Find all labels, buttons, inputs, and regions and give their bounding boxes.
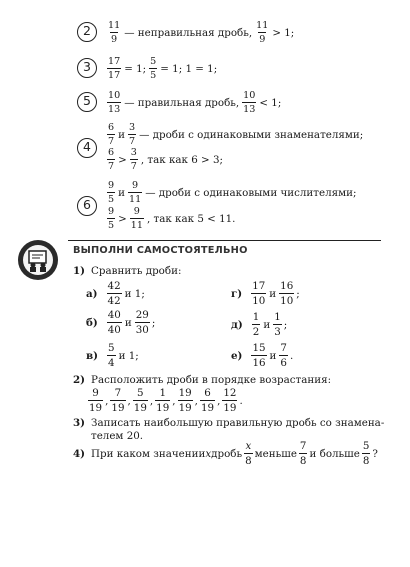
task-1c: в) $\frac{5}{4}$ и 1; [86,342,139,369]
task-1d: г) $\frac{17}{10}$ и $\frac{16}{10}$ ; [231,280,300,307]
task-1b: б) $\frac{40}{40}$ и $\frac{29}{30}$ ; [86,309,156,336]
task-1a: а) $\frac{42}{42}$ и 1; [86,280,145,307]
item-line: $\frac{17}{17}$ = 1; $\frac{5}{5}$ = 1; 1 = 1; [108,56,218,81]
item-marker: 5 [77,92,97,112]
item-marker: 3 [77,58,97,78]
item-line: $\frac{6}{7}$ и $\frac{3}{7}$ — дроби с одинаковыми знаменателями; [108,122,364,147]
task-2-heading: 2) Расположить дроби в порядке возрастания: [73,374,332,386]
section-title: ВЫПОЛНИ САМОСТОЯТЕЛЬНО [73,245,248,256]
fraction: $\frac{11}{9}$ [256,20,269,45]
item-marker: 4 [77,138,97,158]
task-1f: е) $\frac{15}{16}$ и $\frac{7}{6}$ . [231,342,294,369]
item-marker: 2 [77,22,97,42]
item-line: $\frac{9}{5}$ > $\frac{9}{11}$ , так как 5 < 11. [108,206,236,231]
task-1-heading: 1) Сравнить дроби: [73,265,182,277]
item-marker: 6 [77,196,97,216]
item-line: $\frac{10}{13}$ — правильная дробь, $\frac{10}{13}$ < 1; [108,90,282,115]
item-line: $\frac{11}{9}$ — неправильная дробь, $\frac{11}{9}$ > 1; [108,20,295,45]
fraction: $\frac{11}{9}$ [108,20,121,45]
task-3-heading: 3) Записать наибольшую правильную дробь со знамена- [73,417,385,429]
item-line: $\frac{6}{7}$ > $\frac{3}{7}$ , так как 6 > 3; [108,147,223,172]
task-3-continuation: телем 20. [91,430,144,442]
presenter-icon [23,245,53,275]
item-line: $\frac{9}{5}$ и $\frac{9}{11}$ — дроби с одинаковыми числителями; [108,180,357,205]
task-1e: д) $\frac{1}{2}$ и $\frac{1}{3}$ ; [231,311,288,338]
task-4-heading: 4) При каком значении x дробь $\frac{x}{8}$ меньше $\frac{7}{8}$ и больше $\frac{5}{8}$ ? [73,440,378,467]
task-2-fractions: $\frac{9}{19}$ , $\frac{7}{19}$ , $\frac{5}{19}$ , $\frac{1}{19}$ , $\frac{19}{19}$ , $\frac{6}{19}$ , $\frac{12}{19}$ . [89,387,243,414]
section-rule [68,240,381,241]
